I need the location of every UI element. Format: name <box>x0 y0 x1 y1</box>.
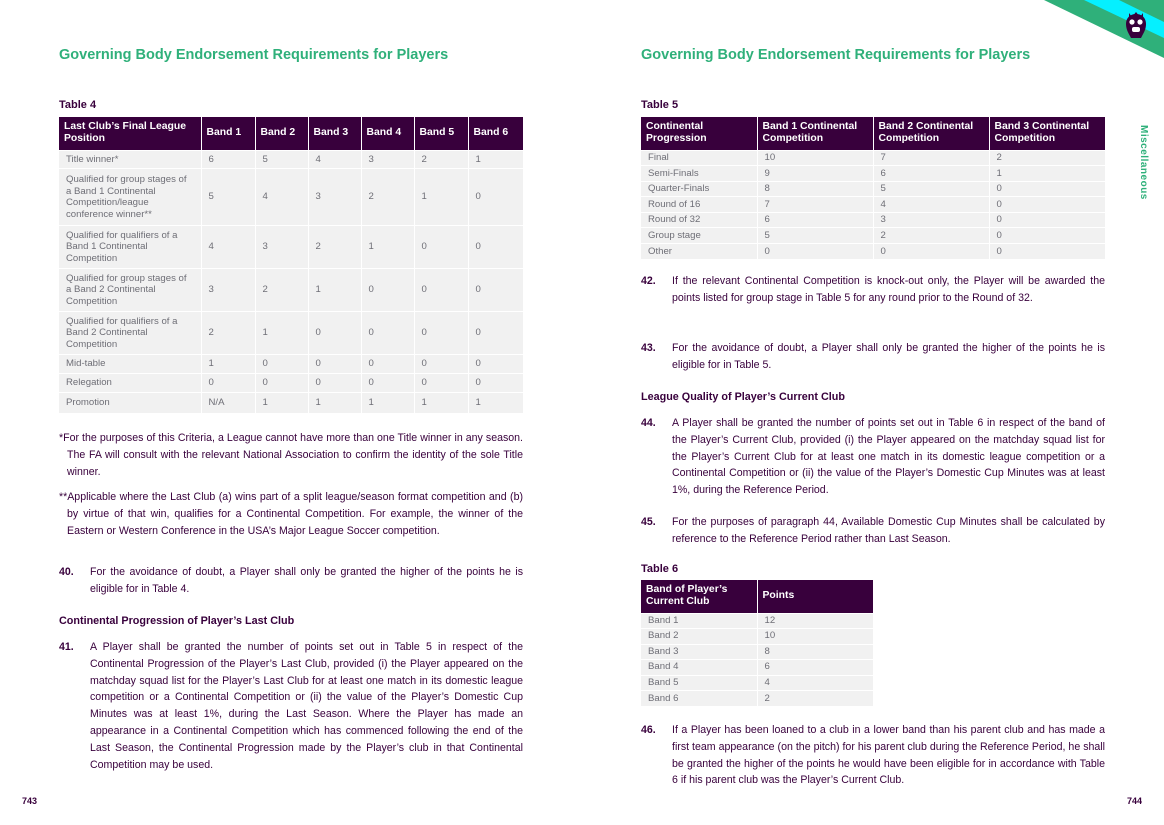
table-cell: Final <box>641 150 757 166</box>
table-cell: 0 <box>989 244 1105 260</box>
table-cell: 0 <box>255 374 308 393</box>
table-cell: Qualified for qualifiers of a Band 2 Continental Competition <box>59 312 201 355</box>
table-cell: Band 2 <box>641 629 757 645</box>
table-cell: 2 <box>255 269 308 312</box>
section-heading: League Quality of Player’s Current Club <box>641 391 845 403</box>
table-header-cell: Band 2 <box>255 117 308 150</box>
right-page <box>582 0 1164 825</box>
table-row <box>59 150 523 169</box>
table-row <box>59 269 523 312</box>
table-cell: 0 <box>414 226 468 269</box>
table-row <box>641 181 1105 197</box>
table-header-cell: Band 3 <box>308 117 361 150</box>
table5-caption: Table 5 <box>641 99 679 111</box>
table-header-cell: Band 2 Continental Competition <box>873 117 989 150</box>
paragraph-text: If the relevant Continental Competition is knock-out only, the Player will be awarded the points listed for group stage in Table 5 for any round prior to the Round of 32. <box>672 275 1105 304</box>
table-cell: 0 <box>414 374 468 393</box>
table-row <box>59 374 523 393</box>
table5 <box>641 117 1105 259</box>
paragraph-text: For the avoidance of doubt, a Player shall only be granted the higher of the points he is eligible for in Table 4. <box>90 566 523 595</box>
page-number: 743 <box>22 796 38 806</box>
section-heading: Continental Progression of Player’s Last Club <box>59 615 295 627</box>
table-cell: Title winner* <box>59 150 201 169</box>
table-cell: 2 <box>873 228 989 244</box>
table-cell: 0 <box>255 355 308 374</box>
table-cell: Other <box>641 244 757 260</box>
paragraph-42 <box>641 273 1105 307</box>
table-row <box>59 355 523 374</box>
paragraph-40 <box>59 564 523 598</box>
table6 <box>641 580 873 706</box>
paragraph-number: 46. <box>641 724 656 736</box>
table-cell: 1 <box>308 393 361 413</box>
paragraph-number: 42. <box>641 275 656 287</box>
table-header-row <box>59 117 523 150</box>
table-cell: N/A <box>201 393 255 413</box>
table-cell: Mid-table <box>59 355 201 374</box>
table-row <box>59 312 523 355</box>
table-cell: 0 <box>414 269 468 312</box>
table-cell: 5 <box>873 181 989 197</box>
table-header-row <box>641 117 1105 150</box>
paragraph-44 <box>641 415 1105 499</box>
table4-caption: Table 4 <box>59 99 97 111</box>
table-cell: 0 <box>757 244 873 260</box>
table-cell: 0 <box>468 269 523 312</box>
table-cell: Band 1 <box>641 613 757 629</box>
table-cell: 10 <box>757 629 873 645</box>
table-cell: 0 <box>414 312 468 355</box>
table-cell: 1 <box>361 226 414 269</box>
table-header-cell: Band of Player’s Current Club <box>641 580 757 613</box>
page-title: Governing Body Endorsement Requirements for Players <box>59 47 449 63</box>
table4 <box>59 117 523 413</box>
paragraph-45 <box>641 514 1105 548</box>
table-header-cell: Band 4 <box>361 117 414 150</box>
table-row <box>641 644 873 660</box>
table-cell: 6 <box>757 212 873 228</box>
table-row <box>641 244 1105 260</box>
table-row <box>59 169 523 226</box>
table-cell: 0 <box>989 181 1105 197</box>
table-cell: 2 <box>989 150 1105 166</box>
table-cell: 0 <box>308 355 361 374</box>
footnote-title-winner: *For the purposes of this Criteria, a League cannot have more than one Title winner in any season. The FA will consult with the relevant National Association to confirm the identity of the sole Title winner. <box>59 432 523 478</box>
table-cell: 0 <box>308 312 361 355</box>
table-cell: 0 <box>361 374 414 393</box>
paragraph-46 <box>641 722 1105 789</box>
table-cell: 5 <box>757 228 873 244</box>
paragraph-41 <box>59 639 523 773</box>
table-cell: 3 <box>255 226 308 269</box>
table-cell: 2 <box>757 691 873 707</box>
table-cell: Qualified for group stages of a Band 2 Continental Competition <box>59 269 201 312</box>
table-cell: 0 <box>468 312 523 355</box>
footnote-split-league: **Applicable where the Last Club (a) wins part of a split league/season format competition and (b) by virtue of that win, qualifies for a Continental Competition. For example, the winner of the Eastern or Western Conference in the USA’s Major League Soccer competition. <box>59 491 523 537</box>
table-row <box>641 660 873 676</box>
table-header-cell: Band 5 <box>414 117 468 150</box>
table-cell: Relegation <box>59 374 201 393</box>
table-cell: 2 <box>201 312 255 355</box>
table-row <box>641 613 873 629</box>
paragraph-43 <box>641 340 1105 374</box>
table-cell: 6 <box>201 150 255 169</box>
table-row <box>641 675 873 691</box>
table-cell: Band 6 <box>641 691 757 707</box>
table-cell: 4 <box>308 150 361 169</box>
table-cell: 3 <box>308 169 361 226</box>
table-cell: Band 5 <box>641 675 757 691</box>
table-cell: 0 <box>361 312 414 355</box>
table-row <box>641 212 1105 228</box>
table-row <box>641 150 1105 166</box>
table-cell: 8 <box>757 181 873 197</box>
table-cell: 0 <box>468 226 523 269</box>
table-cell: 0 <box>989 228 1105 244</box>
table-cell: 2 <box>414 150 468 169</box>
table-row <box>641 166 1105 182</box>
table-cell: 1 <box>468 393 523 413</box>
paragraph-text: If a Player has been loaned to a club in a lower band than his parent club and has made a first team appearance (on the pitch) for his parent club during the Reference Period, he shall be granted the higher of the points he would have been eligible for in accordance with Table 6 if his parent club was the Player’s Current Club. <box>672 724 1105 787</box>
table-row <box>641 228 1105 244</box>
table-cell: 8 <box>757 644 873 660</box>
table-cell: 1 <box>308 269 361 312</box>
table-row <box>641 691 873 707</box>
table-header-cell: Continental Progression <box>641 117 757 150</box>
table-cell: Round of 32 <box>641 212 757 228</box>
page-number: 744 <box>1126 796 1142 806</box>
premier-league-lion-icon <box>1123 12 1149 42</box>
table-cell: 1 <box>414 169 468 226</box>
table-cell: Qualified for group stages of a Band 1 Continental Competition/league conference winner** <box>59 169 201 226</box>
table-header-cell: Band 3 Continental Competition <box>989 117 1105 150</box>
paragraph-text: For the avoidance of doubt, a Player shall only be granted the higher of the points he is eligible for in Table 5. <box>672 342 1105 371</box>
table-cell: Band 3 <box>641 644 757 660</box>
table-cell: 6 <box>873 166 989 182</box>
table-cell: 3 <box>201 269 255 312</box>
paragraph-text: For the purposes of paragraph 44, Available Domestic Cup Minutes shall be calculated by reference to the Reference Period rather than Last Season. <box>672 516 1105 545</box>
table-cell: 0 <box>468 169 523 226</box>
table-header-cell: Last Club’s Final League Position <box>59 117 201 150</box>
table-header-cell: Band 1 <box>201 117 255 150</box>
table-cell: Quarter-Finals <box>641 181 757 197</box>
table-cell: 0 <box>414 355 468 374</box>
table-cell: 0 <box>361 269 414 312</box>
paragraph-text: A Player shall be granted the number of points set out in Table 5 in respect of the Continental Progression of the Player’s Last Club, provided (i) the Player appeared on the matchday squad list for the Player’s Last Club for at least one match in its domestic league competition or a Continental Competition or (ii) the value of the Player’s Domestic Cup Minutes was at least 1%, during the Last Season. Where the Player has made an appearance in a Continental Competition which has commenced following the end of the Last Season, the Continental Progression made by the Player’s club in that Continental Competition may be used. <box>90 641 523 771</box>
paragraph-text: A Player shall be granted the number of points set out in Table 6 in respect of the band of the Player’s Current Club, provided (i) the Player appeared on the matchday squad list for the Player’s Current Club for at least one match in its domestic league competition or a Continental Competition or (ii) the value of the Player’s Domestic Cup Minutes was at least 1%, during the Reference Period. <box>672 417 1105 497</box>
table-cell: 0 <box>468 355 523 374</box>
table-cell: 4 <box>201 226 255 269</box>
table-cell: Group stage <box>641 228 757 244</box>
paragraph-number: 43. <box>641 342 656 354</box>
table-row <box>641 197 1105 213</box>
table-cell: 1 <box>468 150 523 169</box>
table-cell: Promotion <box>59 393 201 413</box>
table-cell: 7 <box>757 197 873 213</box>
table6-caption: Table 6 <box>641 563 679 575</box>
table-row <box>59 393 523 413</box>
table-cell: 3 <box>361 150 414 169</box>
table-cell: 1 <box>414 393 468 413</box>
table-cell: 0 <box>989 212 1105 228</box>
table-cell: 9 <box>757 166 873 182</box>
paragraph-number: 40. <box>59 566 74 578</box>
table-cell: 0 <box>873 244 989 260</box>
table-cell: 7 <box>873 150 989 166</box>
table-cell: 0 <box>989 197 1105 213</box>
table-cell: 10 <box>757 150 873 166</box>
table-row <box>59 226 523 269</box>
table-cell: Band 4 <box>641 660 757 676</box>
table-cell: 0 <box>361 355 414 374</box>
table-cell: 3 <box>873 212 989 228</box>
table-row <box>641 629 873 645</box>
paragraph-number: 41. <box>59 641 74 653</box>
table-cell: 1 <box>361 393 414 413</box>
table-cell: 2 <box>308 226 361 269</box>
table-header-cell: Band 6 <box>468 117 523 150</box>
table-cell: 5 <box>255 150 308 169</box>
table-cell: 4 <box>873 197 989 213</box>
table-cell: 5 <box>201 169 255 226</box>
table-cell: 1 <box>201 355 255 374</box>
paragraph-number: 44. <box>641 417 656 429</box>
table-cell: 6 <box>757 660 873 676</box>
table-cell: Qualified for qualifiers of a Band 1 Continental Competition <box>59 226 201 269</box>
table-cell: 12 <box>757 613 873 629</box>
table-header-row <box>641 580 873 613</box>
section-side-label: Miscellaneous <box>1138 125 1149 200</box>
table-cell: 1 <box>255 312 308 355</box>
table-cell: 4 <box>757 675 873 691</box>
table-header-cell: Points <box>757 580 873 613</box>
table-cell: 1 <box>989 166 1105 182</box>
table-cell: Round of 16 <box>641 197 757 213</box>
table-cell: 2 <box>361 169 414 226</box>
table-cell: Semi-Finals <box>641 166 757 182</box>
paragraph-number: 45. <box>641 516 656 528</box>
table-cell: 1 <box>255 393 308 413</box>
table-header-cell: Band 1 Continental Competition <box>757 117 873 150</box>
page-title: Governing Body Endorsement Requirements for Players <box>641 47 1031 63</box>
table-cell: 0 <box>308 374 361 393</box>
table-cell: 0 <box>201 374 255 393</box>
table-cell: 0 <box>468 374 523 393</box>
table-cell: 4 <box>255 169 308 226</box>
